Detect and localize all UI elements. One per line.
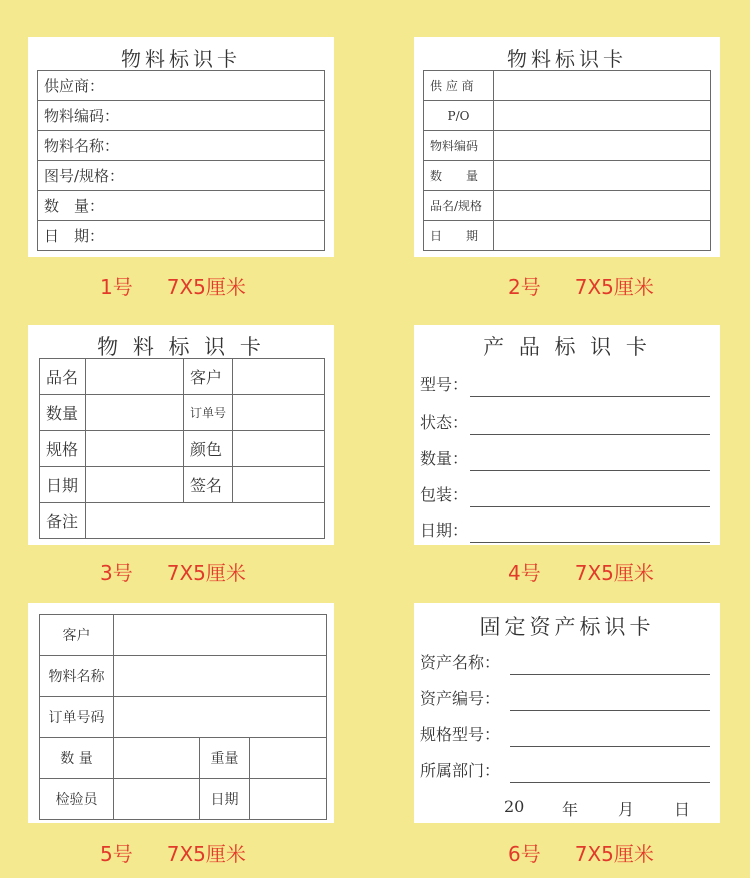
field-material-code-label: 物料编码 [424, 131, 494, 161]
label-card-5 [28, 603, 334, 823]
field-date-underline [470, 542, 710, 543]
date-year-label: 年 [562, 800, 579, 819]
caption-size: 7X5厘米 [574, 275, 654, 299]
field-name-spec-label: 品名/规格 [424, 191, 494, 221]
field-quantity-label: 数 量： [38, 191, 325, 221]
field-inspector-value [114, 779, 200, 820]
field-weight-label: 重量 [200, 738, 250, 779]
field-po-label: P/O [424, 101, 494, 131]
field-quantity-value [494, 161, 711, 191]
date-month-label: 月 [618, 800, 635, 819]
field-quantity-label: 数量： [420, 449, 469, 468]
caption-number: 4号 [508, 561, 541, 585]
field-supplier-label: 供 应 商 [424, 71, 494, 101]
field-date-value [494, 221, 711, 251]
field-customer-value [233, 359, 325, 395]
field-order-no-label: 订单号 [184, 395, 233, 431]
field-supplier-label: 供应商： [38, 71, 325, 101]
caption-size: 7X5厘米 [166, 275, 246, 299]
field-quantity-value [114, 738, 200, 779]
field-quantity-label: 数量 [40, 395, 86, 431]
field-customer-label: 客户 [40, 615, 114, 656]
field-material-name-label: 物料名称 [40, 656, 114, 697]
field-spec-model-label: 规格型号： [420, 725, 501, 744]
field-quantity-label: 数 量 [40, 738, 114, 779]
field-department-row [420, 759, 710, 783]
field-color-label: 颜色 [184, 431, 233, 467]
field-spec-value [86, 431, 184, 467]
card-table [39, 358, 325, 539]
field-order-number-label: 订单号码 [40, 697, 114, 738]
label-card-1 [28, 37, 334, 257]
field-asset-name-label: 资产名称： [420, 653, 501, 672]
field-asset-name-row [420, 651, 710, 675]
card-title: 物 料 标 识 卡 [97, 335, 265, 359]
field-customer-label: 客户 [184, 359, 233, 395]
date-year-prefix: 20 [504, 797, 525, 816]
field-date-label: 日期 [40, 467, 86, 503]
card-caption-2 [508, 271, 654, 300]
field-material-name-value [114, 656, 327, 697]
field-supplier-value [494, 71, 711, 101]
field-status-underline [470, 434, 710, 435]
field-product-name-label: 品名 [40, 359, 86, 395]
field-spec-model-row [420, 723, 710, 747]
field-product-name-value [86, 359, 184, 395]
field-material-code-label: 物料编码： [38, 101, 325, 131]
field-date-label: 日 期 [424, 221, 494, 251]
field-asset-number-underline [510, 710, 710, 711]
field-department-label: 所属部门： [420, 761, 501, 780]
field-spec-label: 规格 [40, 431, 86, 467]
field-quantity-underline [470, 470, 710, 471]
field-spec-model-underline [510, 746, 710, 747]
caption-size: 7X5厘米 [574, 561, 654, 585]
label-card-6 [414, 603, 720, 823]
field-weight-value [250, 738, 327, 779]
label-card-3 [28, 325, 334, 545]
field-packaging-label: 包装： [420, 485, 469, 504]
card-title: 物料标识卡 [507, 47, 627, 71]
field-department-underline [510, 782, 710, 783]
field-inspector-label: 检验员 [40, 779, 114, 820]
field-material-name-label: 物料名称： [38, 131, 325, 161]
label-card-4 [414, 325, 720, 545]
field-date-value [250, 779, 327, 820]
field-status-label: 状态： [420, 413, 469, 432]
field-remarks-label: 备注 [40, 503, 86, 539]
field-model-label: 型号： [420, 375, 469, 394]
field-date-row [420, 519, 710, 543]
field-remarks-value [86, 503, 325, 539]
field-customer-value [114, 615, 327, 656]
card-title: 物料标识卡 [121, 47, 241, 71]
caption-size: 7X5厘米 [166, 561, 246, 585]
card-table [37, 70, 325, 251]
caption-number: 5号 [100, 842, 133, 866]
field-status-row [420, 411, 710, 435]
card-caption-1 [100, 271, 246, 300]
caption-size: 7X5厘米 [574, 842, 654, 866]
caption-number: 1号 [100, 275, 133, 299]
field-quantity-value [86, 395, 184, 431]
card-table [39, 614, 327, 820]
field-po-value [494, 101, 711, 131]
field-quantity-row [420, 447, 710, 471]
field-color-value [233, 431, 325, 467]
card-title: 固定资产标识卡 [479, 615, 655, 639]
field-model-row [420, 373, 710, 397]
card-caption-6 [508, 838, 654, 867]
field-order-number-value [114, 697, 327, 738]
field-date-value [86, 467, 184, 503]
card-title: 产 品 标 识 卡 [483, 335, 651, 359]
label-card-2 [414, 37, 720, 257]
field-packaging-underline [470, 506, 710, 507]
field-signature-value [233, 467, 325, 503]
card-caption-3 [100, 557, 246, 586]
date-day-label: 日 [674, 800, 691, 819]
field-model-underline [470, 396, 710, 397]
caption-number: 2号 [508, 275, 541, 299]
field-packaging-row [420, 483, 710, 507]
card-table [423, 70, 711, 251]
caption-size: 7X5厘米 [166, 842, 246, 866]
field-drawing-spec-label: 图号/规格： [38, 161, 325, 191]
field-order-no-value [233, 395, 325, 431]
card-caption-5 [100, 838, 246, 867]
field-date-label: 日 期： [38, 221, 325, 251]
field-asset-name-underline [510, 674, 710, 675]
field-date-label: 日期 [200, 779, 250, 820]
field-date-label: 日期： [420, 521, 469, 540]
caption-number: 3号 [100, 561, 133, 585]
field-name-spec-value [494, 191, 711, 221]
field-signature-label: 签名 [184, 467, 233, 503]
field-asset-number-label: 资产编号： [420, 689, 501, 708]
field-asset-number-row [420, 687, 710, 711]
caption-number: 6号 [508, 842, 541, 866]
field-quantity-label: 数 量 [424, 161, 494, 191]
card-caption-4 [508, 557, 654, 586]
field-material-code-value [494, 131, 711, 161]
